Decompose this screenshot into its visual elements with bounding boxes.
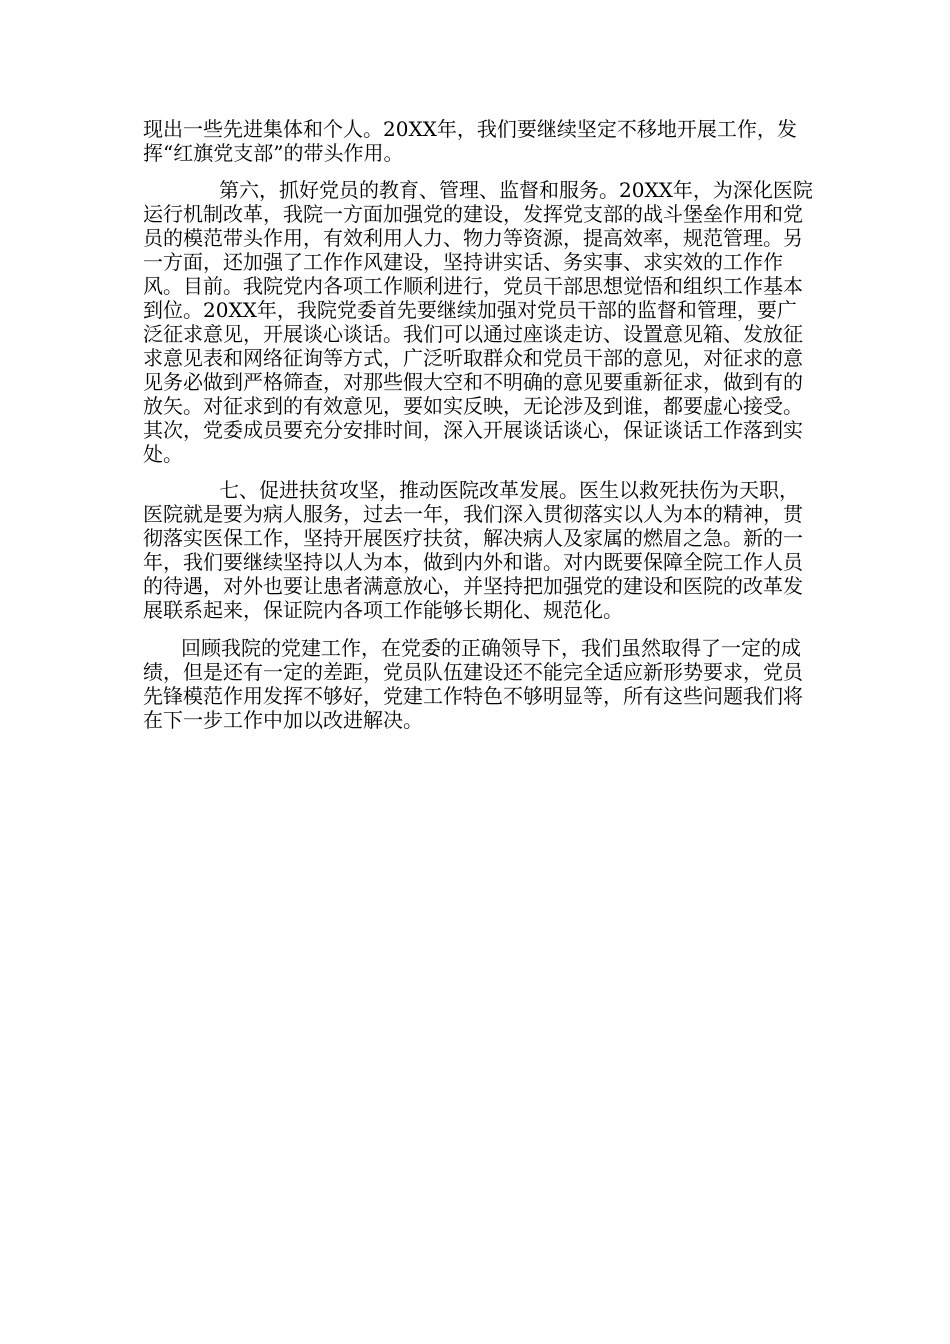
paragraph-section-seven: 七、促进扶贫攻坚，推动医院改革发展。医生以救死扶伤为天职，医院就是要为病人服务，过去一年，我们深入贯彻落实以人为本的精神，贯彻落实医保工作，坚持开展医疗扶贫，解决病人及家属的燃眉之急。新的一年，我们要继续坚持以人为本，做到内外和谐。对内既要保障全院工作人员的待遇，对外也要让患者满意放心，并坚持把加强党的建设和医院的改革发展联系起来，保证院内各项工作能够长期化、规范化。 — [143, 478, 803, 622]
document-page — [143, 117, 815, 732]
paragraph-section-six: 第六，抓好党员的教育、管理、监督和服务。20XX年，为深化医院运行机制改革，我院一方面加强党的建设，发挥党支部的战斗堡垒作用和党员的模范带头作用，有效利用人力、物力等资源，提高效率，规范管理。另一方面，还加强了工作作风建设，坚持讲实话、务实事、求实效的工作作风。目前。我院党内各项工作顺利进行，党员干部思想觉悟和组织工作基本到位。20XX年，我院党委首先要继续加强对党员干部的监督和管理，要广泛征求意见，开展谈心谈话。我们可以通过座谈走访、设置意见箱、发放征求意见表和网络征询等方式，广泛听取群众和党员干部的意见，对征求的意见务必做到严格筛查，对那些假大空和不明确的意见要重新征求，做到有的放矢。对征求到的有效意见，要如实反映，无论涉及到谁，都要虚心接受。其次，党委成员要充分安排时间，深入开展谈话谈心，保证谈话工作落到实处。 — [143, 178, 813, 466]
paragraph-conclusion: 回顾我院的党建工作，在党委的正确领导下，我们虽然取得了一定的成绩，但是还有一定的差距，党员队伍建设还不能完全适应新形势要求，党员先锋模范作用发挥不够好，党建工作特色不够明显等，所有这些问题我们将在下一步工作中加以改进解决。 — [143, 636, 803, 732]
paragraph-continuation: 现出一些先进集体和个人。20XX年，我们要继续坚定不移地开展工作，发挥“红旗党支部”的带头作用。 — [143, 117, 797, 165]
